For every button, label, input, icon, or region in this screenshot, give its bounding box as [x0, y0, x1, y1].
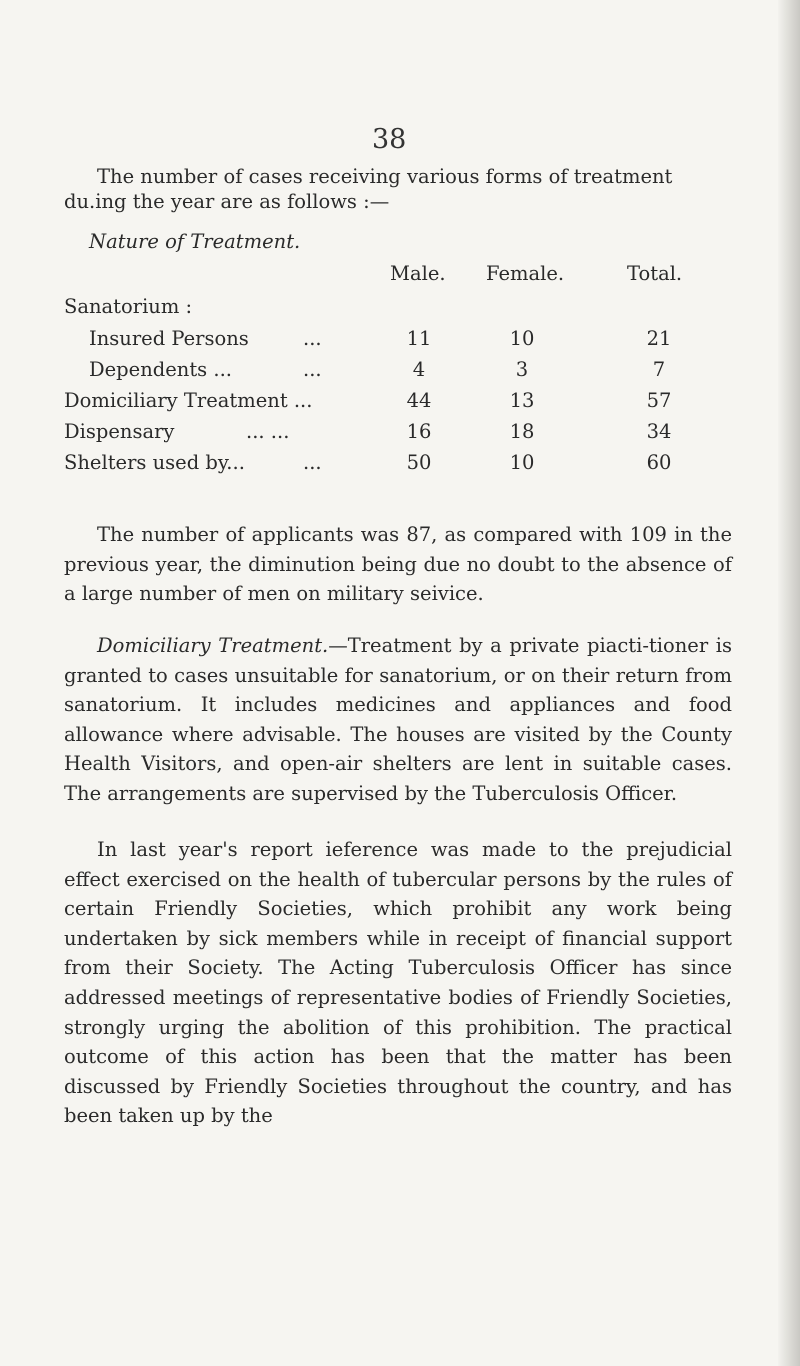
- cell-male: 16: [406, 420, 432, 443]
- cell-total: 21: [646, 327, 672, 350]
- table-title: Nature of Treatment.: [89, 230, 301, 253]
- table-row: [0, 451, 800, 479]
- cell-total: 34: [646, 420, 672, 443]
- paragraph-applicants: The number of applicants was 87, as compared with 109 in the previous year, the diminution being due no doubt to the absence of a large number of men on military seivice.: [64, 523, 732, 606]
- column-header-female: Female.: [486, 262, 565, 285]
- cell-male: 44: [406, 389, 432, 412]
- cell-female: 10: [509, 327, 535, 350]
- table-row: [0, 358, 800, 386]
- domiciliary-heading: Domiciliary Treatment.: [97, 634, 329, 657]
- row-label: Insured Persons: [89, 327, 249, 350]
- page-edge-shadow: [778, 0, 800, 1366]
- column-header-male: Male.: [390, 262, 446, 285]
- cell-total: 7: [652, 358, 666, 381]
- table-row: [0, 389, 800, 417]
- intro-paragraph: [64, 164, 732, 214]
- section-label-sanatorium: Sanatorium :: [64, 295, 193, 318]
- row-leader-dots: ... ...: [246, 420, 290, 443]
- page-number: 38: [372, 124, 407, 155]
- row-leader-dots: ...: [303, 358, 322, 381]
- cell-female: 18: [509, 420, 535, 443]
- cell-female: 3: [515, 358, 529, 381]
- row-label: Domiciliary Treatment ...: [64, 389, 313, 412]
- table-row: [0, 327, 800, 355]
- cell-male: 50: [406, 451, 432, 474]
- row-label: Dispensary: [64, 420, 175, 443]
- row-label: Shelters used by...: [64, 451, 245, 474]
- domiciliary-body: —Treatment by a private piacti-tioner is granted to cases unsuitable for sanatorium, or on their return from sanatorium. It includes medicines and appliances and food allowance where advisable. The houses are visited by the County Health Visitors, and open-air shelters are lent in suitable cases. The arrangements are supervised by the Tuberculosis Officer.: [64, 634, 732, 805]
- cell-male: 4: [412, 358, 426, 381]
- column-header-total: Total.: [627, 262, 683, 285]
- table-row: [0, 420, 800, 448]
- cell-female: 10: [509, 451, 535, 474]
- row-label: Dependents ...: [89, 358, 232, 381]
- row-leader-dots: ...: [303, 327, 322, 350]
- paragraph-domiciliary-treatment: [64, 631, 732, 809]
- paragraph-friendly-societies: In last year's report ieference was made to the prejudicial effect exercised on the health of tubercular persons by the rules of certain Friendly Societies, which prohibit any work being undertaken by sick members while in receipt of financial support from their Society. The Acting Tuberculosis Officer has since addressed meetings of representative bodies of Friendly Societies, strongly urging the abolition of this prohibition. The practical outcome of this action has been that the matter has been discussed by Friendly Societies throughout the country, and has been taken up by the: [64, 838, 732, 1128]
- cell-female: 13: [509, 389, 535, 412]
- row-leader-dots: ...: [303, 451, 322, 474]
- cell-total: 60: [646, 451, 672, 474]
- intro-line-2: du.ing the year are as follows :—: [64, 190, 390, 213]
- intro-line-1: The number of cases receiving various forms of treatment: [97, 165, 673, 188]
- cell-male: 11: [406, 327, 432, 350]
- cell-total: 57: [646, 389, 672, 412]
